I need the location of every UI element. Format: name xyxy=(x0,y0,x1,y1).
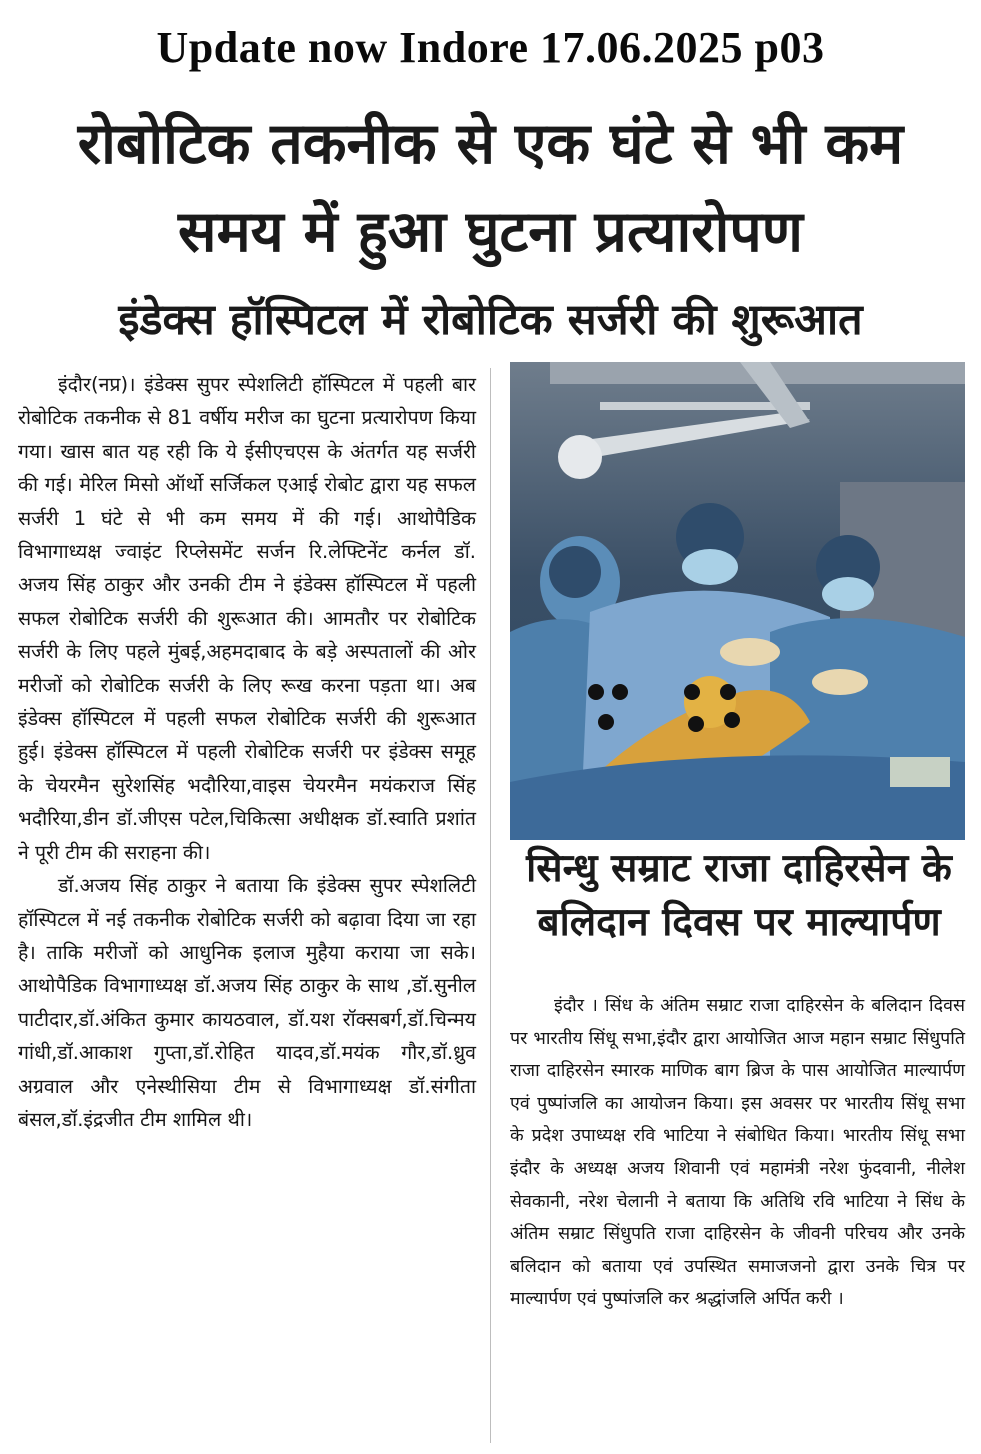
right-article-para-1: इंदौर । सिंध के अंतिम सम्राट राजा दाहिरसेन के बलिदान दिवस पर भारतीय सिंधू सभा,इंदौर द्वारा आयोजित आज महान सम्राट सिंधुपति राजा दाहिरसेन स्मारक माणिक बाग ब्रिज के पास आयोजित माल्यार्पण एवं पुष्पांजलि का आयोजन किया। इस अवसर पर भारतीय सिंधू सभा के प्रदेश उपाध्यक्ष रवि भाटिया ने संबोधित किया। भारतीय सिंधू सभा इंदौर के अध्यक्ष अजय शिवानी एवं महामंत्री नरेश फुंदवानी, नीलेश सेवकानी, नरेश चेलानी ने बताया कि अतिथि रवि भाटिया ने सिंध के अंतिम सम्राट सिंधुपति राजा दाहिरसेन के जीवनी परिचय और उनके बलिदान को बताया एवं उपस्थित समाजजनो द्वारा उनके चित्र पर माल्यार्पण एवं पुष्पांजलि कर श्रद्धांजलि अर्पित करी । xyxy=(510,995,965,1310)
main-headline: रोबोटिक तकनीक से एक घंटे से भी कम समय में हुआ घुटना प्रत्यारोपण xyxy=(77,111,904,265)
column-divider xyxy=(490,368,491,1443)
left-article xyxy=(18,368,476,1136)
right-article xyxy=(510,990,965,1316)
surgery-photo xyxy=(510,362,965,840)
surgery-photo-icon xyxy=(510,362,965,840)
left-article-para-1: इंदौर(नप्र)। इंडेक्स सुपर स्पेशलिटी हॉस्पिटल में पहली बार रोबोटिक तकनीक से 81 वर्षीय मरीज का घुटना प्रत्यारोपण किया गया। खास बात यह रही कि ये ईसीएचएस के अंतर्गत यह सर्जरी की गई। मेरिल मिसो ऑर्थो सर्जिकल एआई रोबोट द्वारा यह सफल सर्जरी 1 घंटे से भी कम समय में की गई। आथोपैडिक विभागाध्यक्ष ज्वाइंट रिप्लेसमेंट सर्जन रि.लेफ्टिनेंट कर्नल डॉ. अजय सिंह ठाकुर और उनकी टीम ने इंडेक्स हॉस्पिटल में पहली सफल रोबोटिक सर्जरी की शुरूआत की। आमतौर पर रोबोटिक सर्जरी के लिए पहले मुंबई,अहमदाबाद के बड़े अस्पतालों की ओर मरीजों को रोबोटिक सर्जरी के लिए रूख करना पड़ता था। अब इंडेक्स हॉस्पिटल में पहली सफल रोबोटिक सर्जरी की शुरूआत हुई। इंडेक्स हॉस्पिटल में पहली रोबोटिक सर्जरी पर इंडेक्स समूह के चेयरमैन सुरेशसिंह भदौरिया,वाइस चेयरमैन मयंकराज सिंह भदौरिया,डीन डॉ.जीएस पटेल,चिकित्सा अधीक्षक डॉ.स्वाति प्रशांत ने पूरी टीम की सराहना की। xyxy=(18,373,476,864)
left-article-para-2: डॉ.अजय सिंह ठाकुर ने बताया कि इंडेक्स सुपर स्पेशलिटी हॉस्पिटल में नई तकनीक रोबोटिक सर्जरी को बढ़ावा दिया जा रहा है। ताकि मरीजों को आधुनिक इलाज मुहैया कराया जा सके। आथोपैडिक विभागाध्यक्ष डॉ.अजय सिंह ठाकुर के साथ ,डॉ.सुनील पाटीदार,डॉ.अंकित कुमार कायठवाल, डॉ.यश रॉक्सबर्ग,डॉ.चिन्मय गांधी,डॉ.आकाश गुप्ता,डॉ.रोहित यादव,डॉ.मयंक गौर,डॉ.ध्रुव अग्रवाल और एनेस्थीसिया टीम से विभागाध्यक्ष डॉ.संगीता बंसल,डॉ.इंद्रजीत टीम शामिल थी। xyxy=(18,874,476,1131)
masthead: Update now Indore 17.06.2025 p03 xyxy=(156,23,825,72)
sub-headline: इंडेक्स हॉस्पिटल में रोबोटिक सर्जरी की शुरूआत xyxy=(118,295,863,345)
right-headline: सिन्धु सम्राट राजा दाहिरसेन के बलिदान दिवस पर माल्यार्पण xyxy=(526,846,952,945)
